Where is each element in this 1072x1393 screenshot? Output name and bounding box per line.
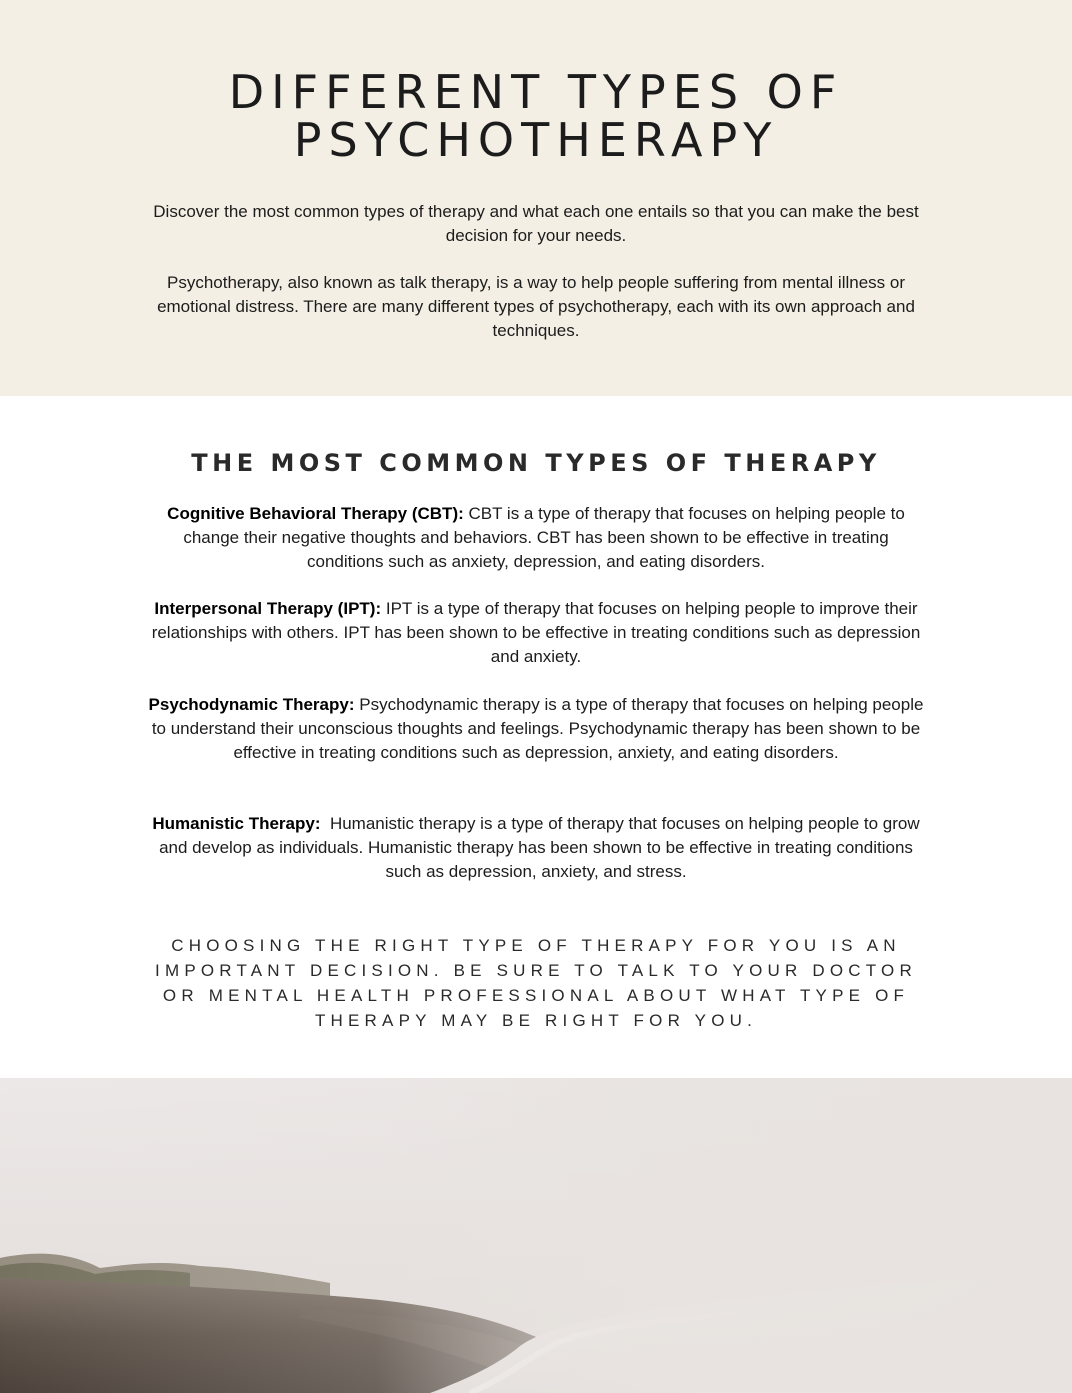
therapy-description: CBT is a type of therapy that focuses on helping people to change their negative thoughts and behaviors. CBT has been shown to be effective in treating conditions such as anxiety, depression, and eating disorders.	[183, 504, 905, 571]
misty-beach-photo	[0, 1078, 1072, 1393]
therapy-description: IPT is a type of therapy that focuses on helping people to improve their relationships with others. IPT has been shown to be effective in treating conditions such as depression and anxiety.	[151, 599, 921, 666]
therapy-item-ipt	[144, 597, 928, 669]
beach-scene-illustration	[0, 1078, 1072, 1393]
intro-paragraph-1: Discover the most common types of therapy and what each one entails so that you can make the best decision for your needs.	[153, 202, 919, 245]
hero-banner	[0, 0, 1072, 396]
therapy-description: Humanistic therapy is a type of therapy that focuses on helping people to grow and develop as individuals. Humanistic therapy has been shown to be effective in treating conditions such as depression, anxiety, and stress.	[159, 814, 920, 881]
closing-statement: CHOOSING THE RIGHT TYPE OF THERAPY FOR YOU IS AN IMPORTANT DECISION. BE SURE TO TALK TO YOUR DOCTOR OR MENTAL HEALTH PROFESSIONAL ABOUT WHAT TYPE OF THERAPY MAY BE RIGHT FOR YOU.	[155, 936, 917, 1030]
title-line-2: PSYCHOTHERAPY	[293, 113, 779, 167]
title-line-1: DIFFERENT TYPES OF	[228, 65, 844, 119]
therapy-name: Humanistic Therapy:	[152, 814, 321, 833]
therapy-description: Psychodynamic therapy is a type of therapy that focuses on helping people to understand their unconscious thoughts and feelings. Psychodynamic therapy has been shown to be effective in treating conditions such as depression, anxiety, and eating disorders.	[151, 695, 924, 762]
therapy-item-psychodynamic	[144, 693, 928, 765]
section-heading: THE MOST COMMON TYPES OF THERAPY	[191, 449, 881, 477]
therapy-item-cbt	[144, 502, 928, 574]
therapy-name: Interpersonal Therapy (IPT):	[154, 599, 382, 618]
intro-paragraph-2: Psychotherapy, also known as talk therapy, is a way to help people suffering from mental illness or emotional distress. There are many different types of psychotherapy, each with its own approach and techniques.	[157, 273, 915, 340]
therapy-name: Psychodynamic Therapy:	[148, 695, 355, 714]
therapy-item-humanistic	[144, 812, 928, 884]
page-title	[0, 65, 1072, 167]
therapy-name: Cognitive Behavioral Therapy (CBT):	[167, 504, 464, 523]
